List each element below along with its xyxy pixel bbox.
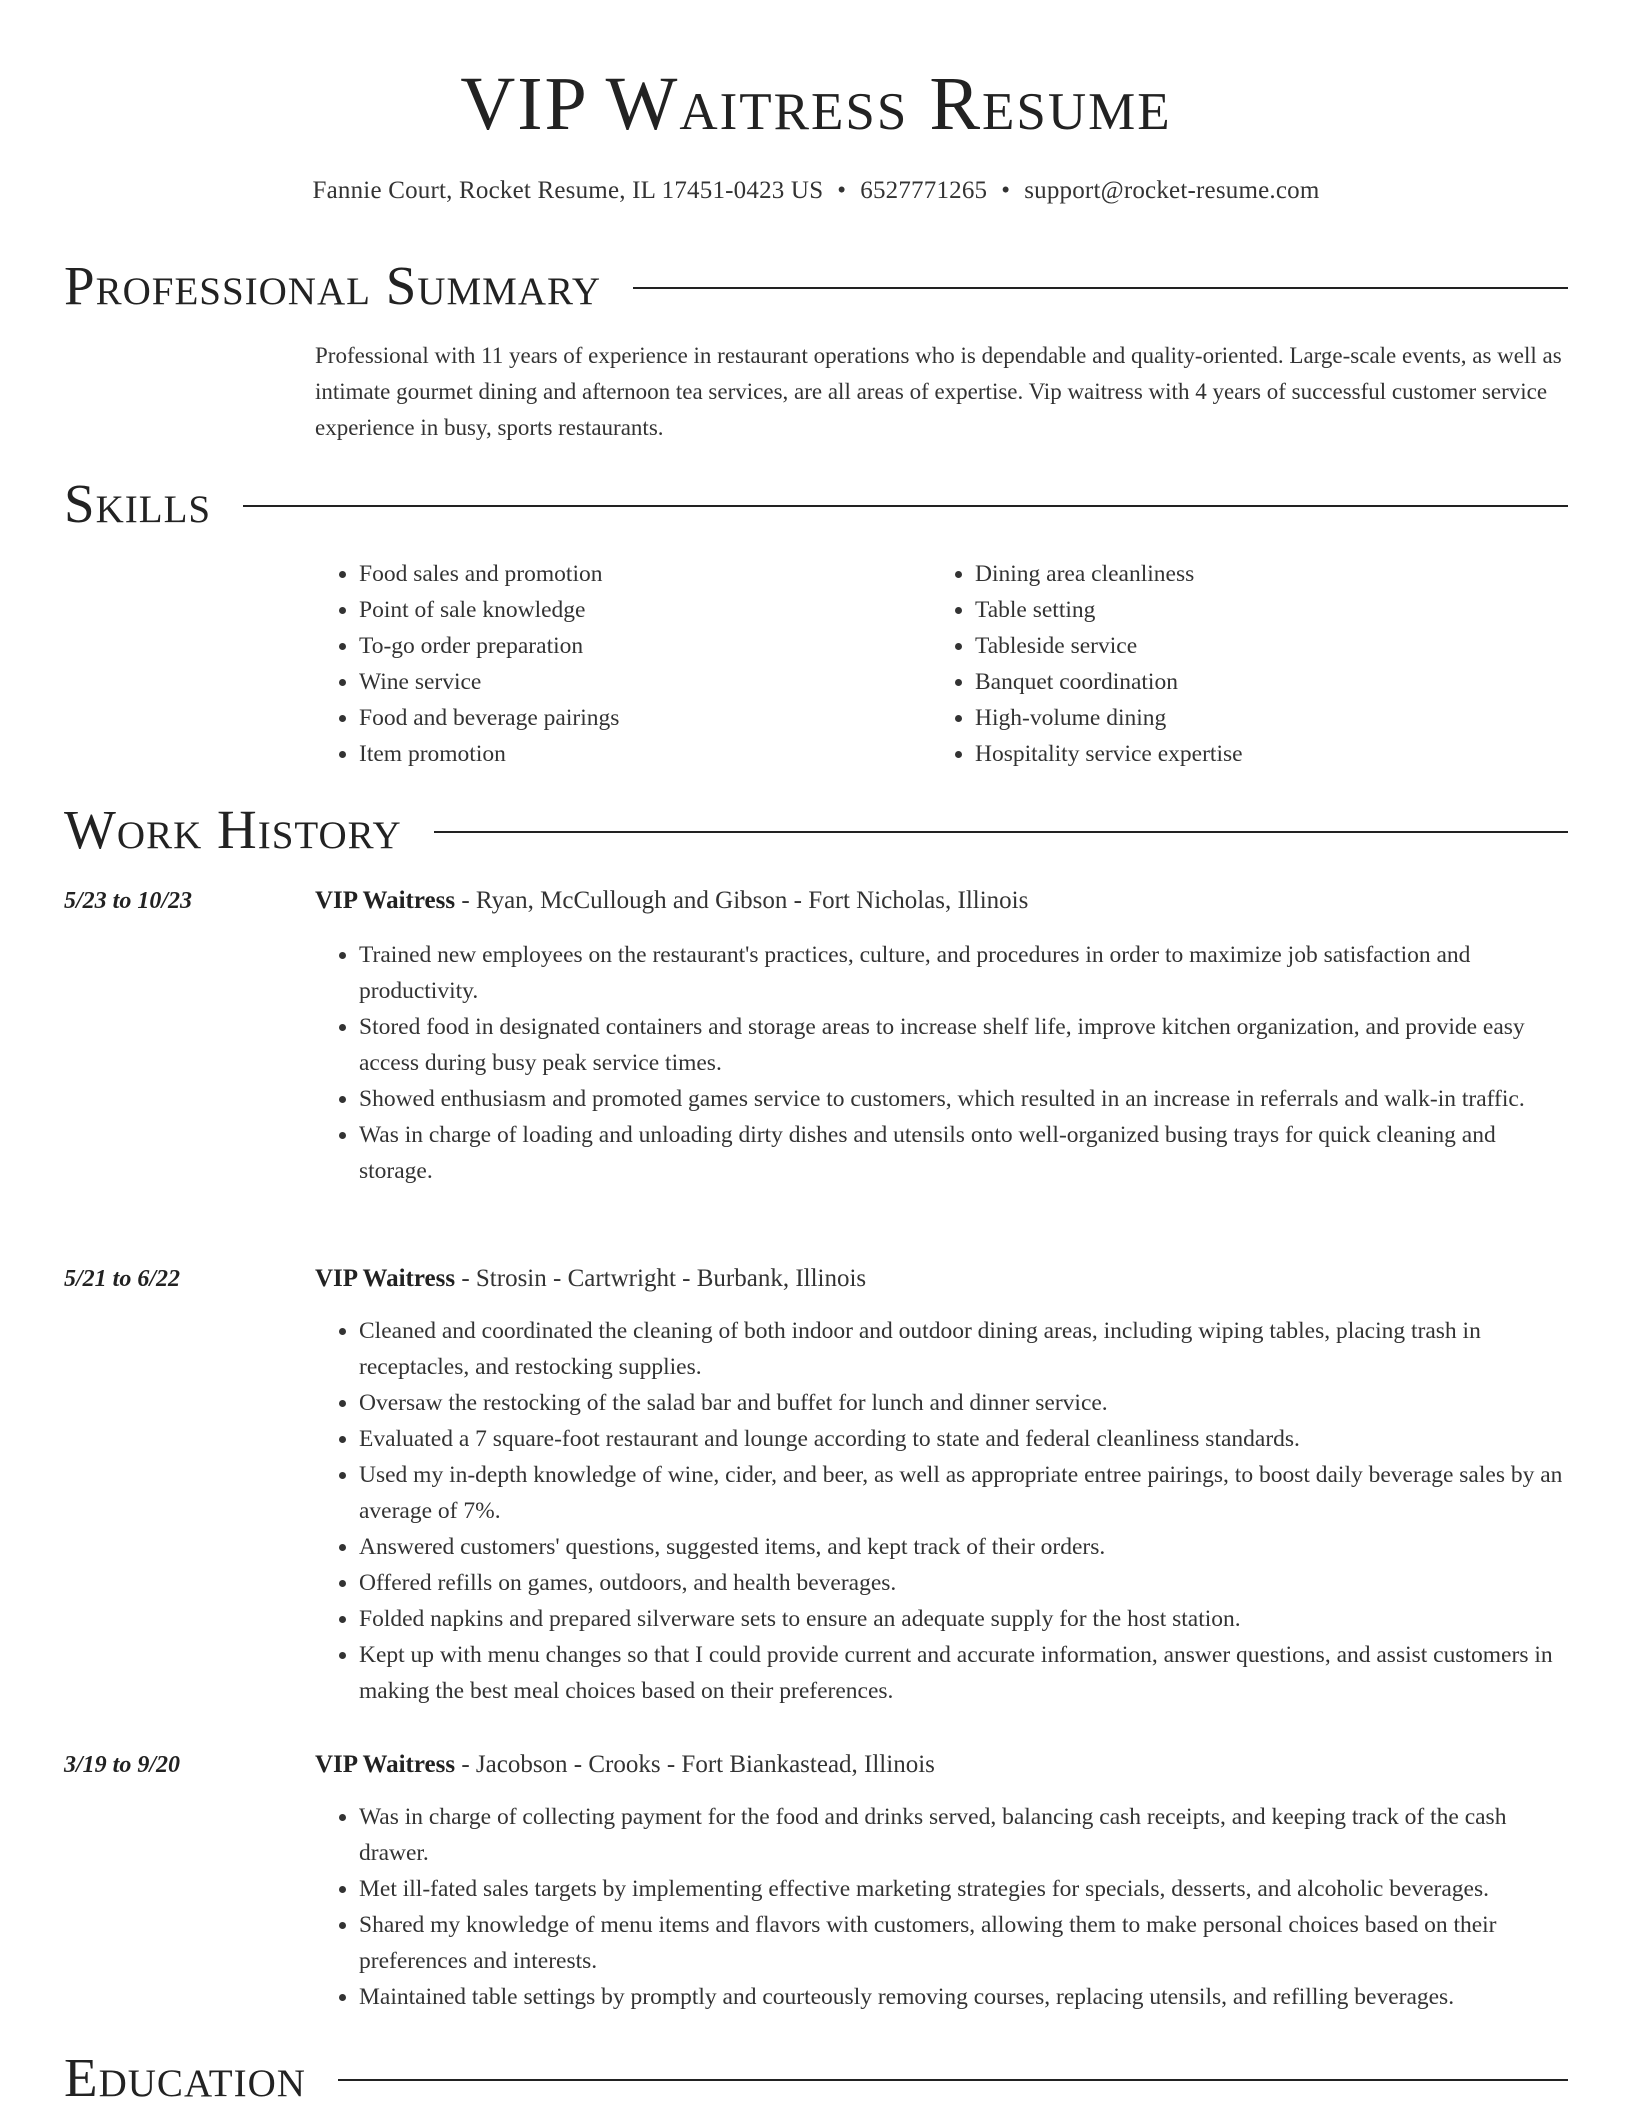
job-responsibilities: [315, 1313, 1568, 1709]
skill-item: • To-go order preparation: [359, 628, 875, 664]
section-professional-summary: [64, 254, 1568, 318]
job-dates: 3/19 to 9/20: [64, 1752, 181, 1778]
resume-title: VIP Waitress Resume: [460, 62, 1172, 146]
job-company: - Jacobson - Crooks - Fort Biankastead, Illinois: [455, 1751, 935, 1778]
job-bullet: • Met ill-fated sales targets by implementing effective marketing strategies for specials, desserts, and alcoholic beverages.: [359, 1871, 1568, 1907]
job-responsibilities: [315, 1799, 1568, 2015]
job-dates: 5/21 to 6/22: [64, 1266, 181, 1292]
summary-text: Professional with 11 years of experience in restaurant operations who is dependable and quality-oriented. Large-scale events, as well as intimate gourmet dining and afternoon tea services, are all areas of expertise. Vip waitress with 4 years of successful customer service experience in busy, sports restaurants.: [315, 343, 1562, 440]
job-heading: [315, 1261, 1568, 1297]
job-bullet: • Oversaw the restocking of the salad bar and buffet for lunch and dinner service.: [359, 1385, 1568, 1421]
job-bullet: • Was in charge of loading and unloading dirty dishes and utensils onto well-organized busing trays for quick cleaning and storage.: [359, 1117, 1568, 1189]
skill-item: • Food sales and promotion: [359, 556, 875, 592]
contact-phone: 6527771265: [860, 177, 988, 204]
skill-item: • Item promotion: [359, 736, 875, 772]
skills-column-right: [931, 556, 1531, 772]
contact-address: Fannie Court, Rocket Resume, IL 17451-0423 US: [312, 177, 824, 204]
skill-item: • Dining area cleanliness: [975, 556, 1531, 592]
job-heading: [315, 1747, 1568, 1783]
job-company: - Strosin - Cartwright - Burbank, Illinois: [455, 1265, 867, 1292]
job-bullet: • Shared my knowledge of menu items and flavors with customers, allowing them to make personal choices based on their preferences and interests.: [359, 1907, 1568, 1979]
job-title: VIP Waitress: [315, 1265, 456, 1292]
section-heading: Professional Summary: [64, 255, 602, 316]
skill-item: • High-volume dining: [975, 700, 1531, 736]
job-bullet: • Answered customers' questions, suggested items, and kept track of their orders.: [359, 1529, 1568, 1565]
job-dates: 5/23 to 10/23: [64, 888, 193, 914]
contact-separator: •: [1001, 177, 1011, 204]
skill-item: • Table setting: [975, 592, 1531, 628]
job-bullet: • Trained new employees on the restaurant's practices, culture, and procedures in order to maximize job satisfaction and productivity.: [359, 937, 1568, 1009]
job-bullet: • Folded napkins and prepared silverware sets to ensure an adequate supply for the host station.: [359, 1601, 1568, 1637]
job-company: - Ryan, McCullough and Gibson - Fort Nicholas, Illinois: [455, 887, 1029, 914]
contact-separator: •: [837, 177, 847, 204]
section-heading: Education: [64, 2047, 306, 2108]
job-title: VIP Waitress: [315, 887, 456, 914]
section-divider: [243, 505, 1568, 507]
skill-item: • Hospitality service expertise: [975, 736, 1531, 772]
skills-column-left: [315, 556, 875, 772]
skill-item: • Point of sale knowledge: [359, 592, 875, 628]
job-responsibilities: [315, 937, 1568, 1189]
section-divider: [434, 831, 1568, 833]
contact-line: [0, 173, 1632, 209]
skill-item: • Wine service: [359, 664, 875, 700]
job-bullet: • Stored food in designated containers and storage areas to increase shelf life, improve kitchen organization, and provide easy access during busy peak service times.: [359, 1009, 1568, 1081]
skill-item: • Banquet coordination: [975, 664, 1531, 700]
section-heading: Work History: [64, 799, 402, 860]
job-bullet: • Showed enthusiasm and promoted games service to customers, which resulted in an increase in referrals and walk-in traffic.: [359, 1081, 1568, 1117]
job-bullet: • Maintained table settings by promptly and courteously removing courses, replacing utensils, and refilling beverages.: [359, 1979, 1568, 2015]
job-heading: [315, 883, 1568, 919]
section-divider: [338, 2079, 1568, 2081]
section-heading: Skills: [64, 473, 212, 534]
skill-item: • Tableside service: [975, 628, 1531, 664]
job-bullet: • Used my in-depth knowledge of wine, cider, and beer, as well as appropriate entree pairings, to boost daily beverage sales by an average of 7%.: [359, 1457, 1568, 1529]
section-education: [64, 2046, 1568, 2110]
skill-item: • Food and beverage pairings: [359, 700, 875, 736]
contact-email[interactable]: support@rocket-resume.com: [1024, 177, 1320, 204]
job-bullet: • Was in charge of collecting payment for the food and drinks served, balancing cash receipts, and keeping track of the cash drawer.: [359, 1799, 1568, 1871]
section-divider: [633, 287, 1568, 289]
job-bullet: • Evaluated a 7 square-foot restaurant and lounge according to state and federal cleanliness standards.: [359, 1421, 1568, 1457]
job-bullet: • Offered refills on games, outdoors, and health beverages.: [359, 1565, 1568, 1601]
section-skills: [64, 472, 1568, 536]
section-work-history: [64, 798, 1568, 862]
job-bullet: • Kept up with menu changes so that I could provide current and accurate information, answer questions, and assist customers in making the best meal choices based on their preferences.: [359, 1637, 1568, 1709]
job-bullet: • Cleaned and coordinated the cleaning of both indoor and outdoor dining areas, including wiping tables, placing trash in receptacles, and restocking supplies.: [359, 1313, 1568, 1385]
job-title: VIP Waitress: [315, 1751, 456, 1778]
